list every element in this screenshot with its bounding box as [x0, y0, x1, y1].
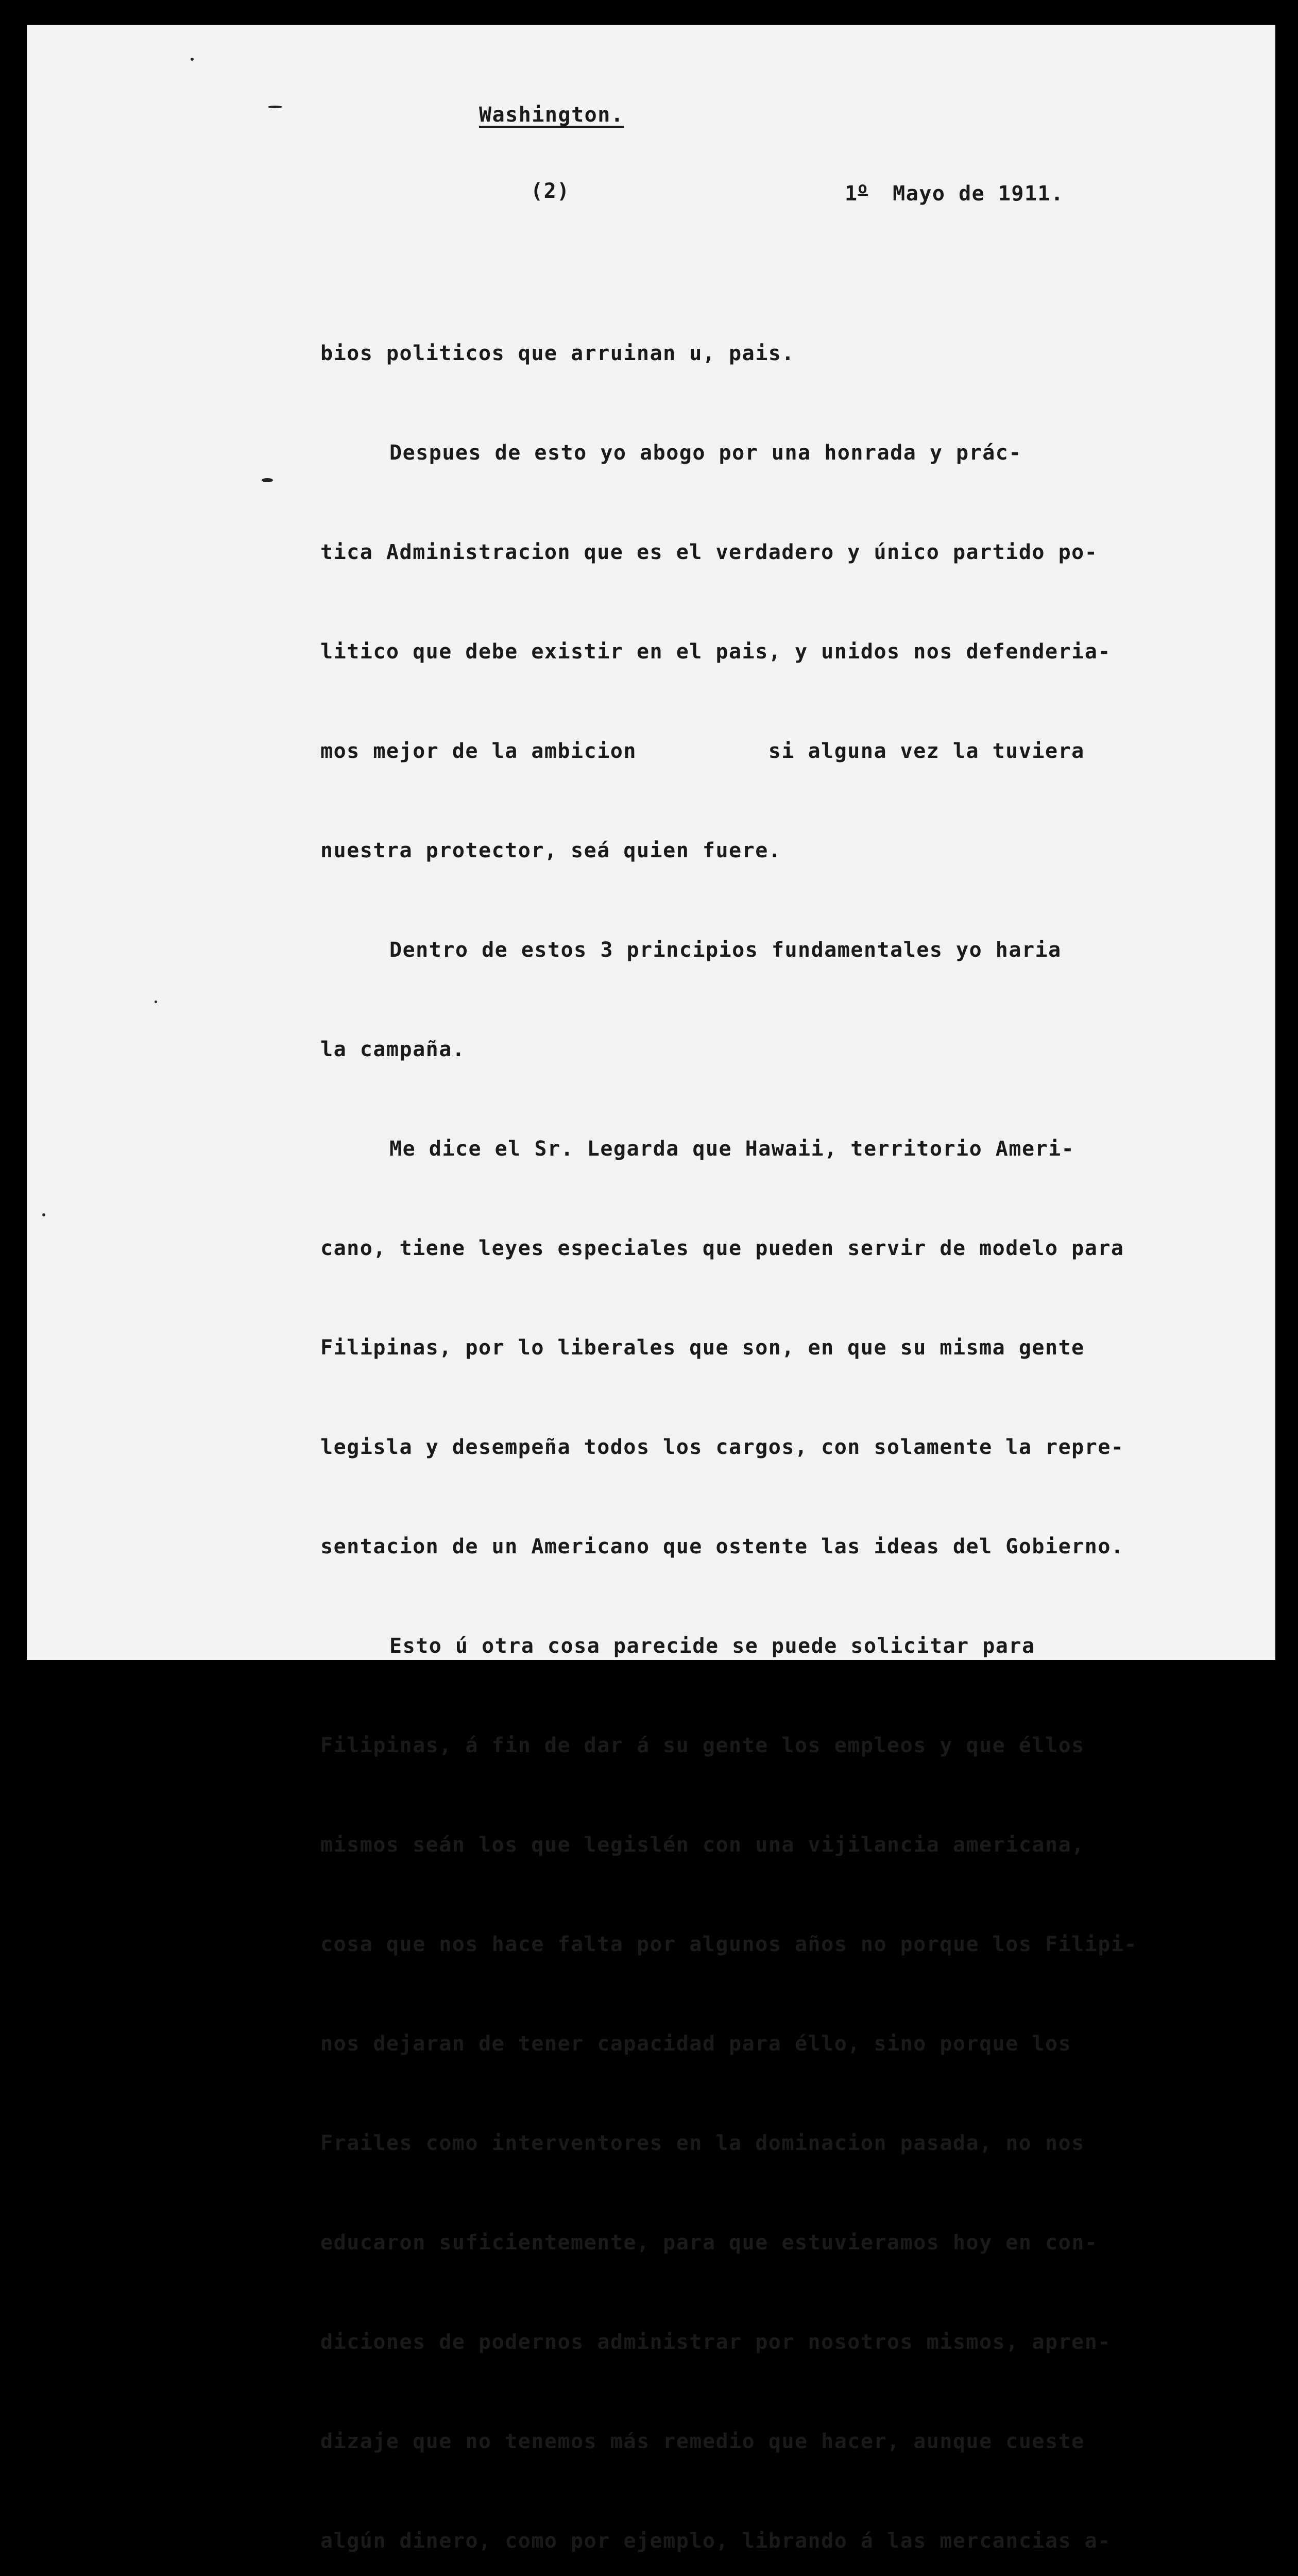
body-line: la campaña.	[320, 1038, 466, 1061]
body-line: sentacion de un Americano que ostente las ideas del Gobierno.	[320, 1535, 1124, 1558]
body-line: litico que debe existir en el pais, y unidos nos defenderia-	[320, 640, 1111, 664]
date-ordinal-mark: o	[858, 179, 868, 197]
scan-speck	[268, 106, 282, 108]
body-line: Filipinas, por lo liberales que son, en que su misma gente	[320, 1336, 1085, 1360]
body-line: Me dice el Sr. Legarda que Hawaii, territorio Ameri-	[389, 1137, 1075, 1161]
body-line: Filipinas, á fin de dar á su gente los empleos y que éllos	[320, 1734, 1085, 1757]
letter-body	[320, 280, 1137, 2576]
body-line: nos dejaran de tener capacidad para éllo, sino porque los	[320, 2032, 1072, 2056]
body-line: bios politicos que arruinan u, pais.	[320, 342, 795, 365]
body-line: algún dinero, como por ejemplo, librando á las mercancias a-	[320, 2529, 1111, 2553]
page-number: (2)	[531, 179, 570, 203]
body-line: cosa que nos hace falta por algunos años no porque los Filipi-	[320, 1933, 1138, 1956]
letter-date	[845, 179, 1064, 206]
body-line: Frailes como interventores en la dominacion pasada, no nos	[320, 2131, 1085, 2155]
scan-speck	[155, 1001, 157, 1003]
body-line: diciones de podernos administrar por nosotros mismos, apren-	[320, 2330, 1111, 2354]
scan-speck	[42, 1213, 45, 1216]
body-line: legisla y desempeña todos los cargos, con solamente la repre-	[320, 1435, 1124, 1459]
body-line: mos mejor de la ambicion si alguna vez la tuviera	[320, 739, 1085, 763]
body-line: mismos seán los que legislén con una vijilancia americana,	[320, 1833, 1085, 1857]
body-line: Dentro de estos 3 principios fundamentales yo haria	[389, 938, 1062, 962]
body-line: Despues de esto yo abogo por una honrada y prác-	[389, 441, 1022, 465]
date-day: 1	[845, 182, 858, 206]
body-line: cano, tiene leyes especiales que pueden servir de modelo para	[320, 1236, 1124, 1260]
body-line: nuestra protector, seá quien fuere.	[320, 839, 782, 862]
body-line: tica Administracion que es el verdadero y único partido po-	[320, 540, 1098, 564]
place-heading: Washington.	[479, 103, 624, 127]
body-line: Esto ú otra cosa parecide se puede solicitar para	[389, 1634, 1035, 1658]
scan-speck	[191, 58, 194, 61]
body-line: educaron suficientemente, para que estuvieramos hoy en con-	[320, 2231, 1098, 2255]
body-line: dizaje que no tenemos más remedio que hacer, aunque cueste	[320, 2430, 1085, 2453]
date-month-year: Mayo de 1911.	[893, 182, 1064, 206]
scan-speck	[262, 478, 273, 482]
